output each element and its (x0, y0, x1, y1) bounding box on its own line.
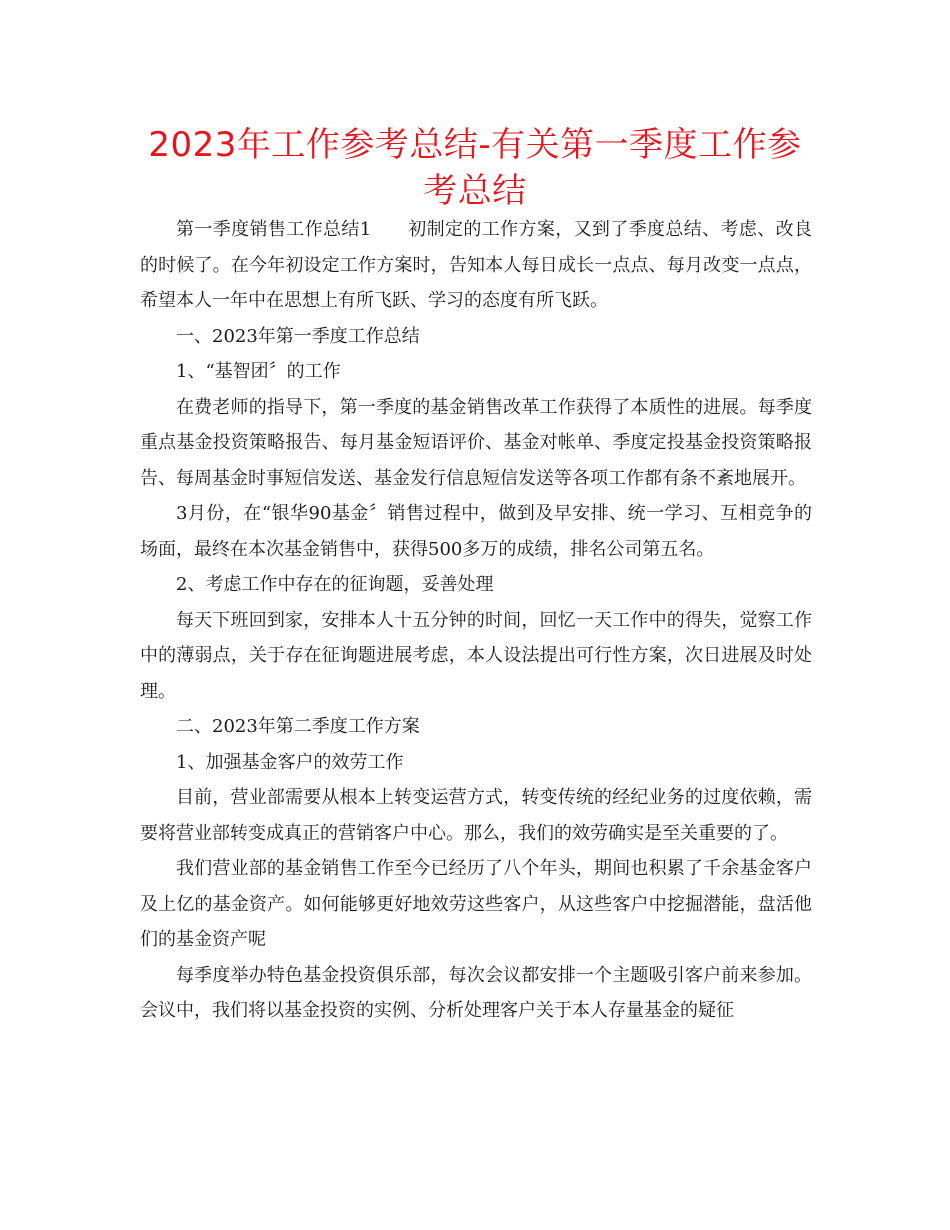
paragraph-march-sales: 3月份，在“银华90基金〞销售过程中，做到及早安排、统一学习、互相竞争的场面，最终在本次基金销售中，获得500多万的成绩，排名公司第五名。 (140, 503, 812, 560)
document-title: 2023年工作参考总结-有关第一季度工作参考总结 (148, 125, 802, 211)
paragraph-intro: 第一季度销售工作总结1 初制定的工作方案，又到了季度总结、考虑、改良的时候了。在今年初设定工作方案时，告知本人每日成长一点点、每月改变一点点，希望本人一年中在思想上有所飞跃、学习的态度有所飞跃。 (140, 219, 812, 311)
document-body (140, 212, 812, 1029)
paragraph-investment-club: 每季度举办特色基金投资俱乐部，每次会议都安排一个主题吸引客户前来参加。会议中，我们将以基金投资的实例、分析处理客户关于本人存量基金的疑征 (140, 964, 812, 1021)
paragraph-client-base: 我们营业部的基金销售工作至今已经历了八个年头，期间也积累了千余基金客户及上亿的基金资产。如何能够更好地效劳这些客户，从这些客户中挖掘潜能，盘活他们的基金资产呢 (140, 858, 812, 950)
section-heading-q2-plan: 二、2023年第二季度工作方案 (176, 716, 420, 737)
subheading-jizhituan: 1、“基智团〞的工作 (176, 361, 341, 382)
paragraph-business-shift: 目前，营业部需要从根本上转变运营方式，转变传统的经纪业务的过度依赖，需要将营业部转变成真正的营销客户中心。那么，我们的效劳确实是至关重要的了。 (140, 787, 812, 844)
section-heading-q1-summary: 一、2023年第一季度工作总结 (176, 325, 420, 347)
paragraph-daily-review: 每天下班回到家，安排本人十五分钟的时间，回忆一天工作中的得失，觉察工作中的薄弱点，关于存在征询题进展考虑，本人设法提出可行性方案，次日进展及时处理。 (140, 609, 812, 702)
subheading-problems: 2、考虑工作中存在的征询题，妥善处理 (176, 574, 494, 595)
paragraph-progress: 在费老师的指导下，第一季度的基金销售改革工作获得了本质性的进展。每季度重点基金投资策略报告、每月基金短语评价、基金对帐单、季度定投基金投资策略报告、每周基金时事短信发送、基金发行信息短信发送等各项工作都有条不紊地展开。 (140, 396, 812, 489)
subheading-client-service: 1、加强基金客户的效劳工作 (176, 751, 404, 773)
